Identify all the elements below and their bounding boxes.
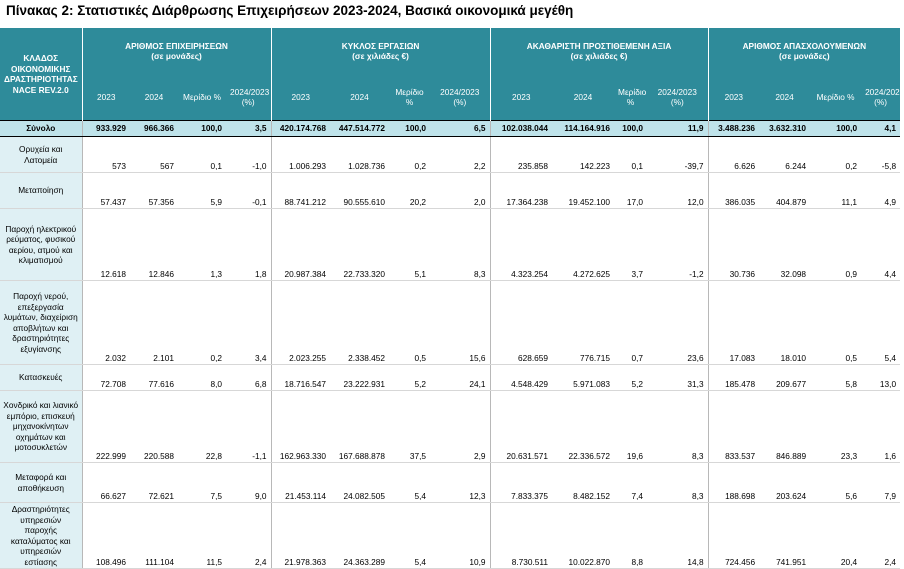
table-row — [0, 137, 900, 173]
table-cell: 0,1 — [178, 137, 226, 173]
table-cell: 4,4 — [861, 209, 900, 281]
sector-label: Σύνολο — [0, 121, 82, 137]
table-cell: -1,1 — [226, 391, 271, 463]
sector-column-header: ΚΛΑΔΟΣ ΟΙΚΟΝΟΜΙΚΗΣ ΔΡΑΣΤΗΡΙΟΤΗΤΑΣ NACE REV.2.0 — [0, 28, 82, 121]
table-cell: 142.223 — [552, 137, 614, 173]
table-cell: 573 — [82, 137, 130, 173]
table-cell: 5,4 — [389, 463, 430, 503]
total-cell: 3,5 — [226, 121, 271, 137]
table-cell: 2.101 — [130, 281, 178, 365]
subheader-share-percent: Μερίδιο % — [810, 74, 861, 121]
table-cell: 4,9 — [861, 173, 900, 209]
table-cell: 5,2 — [389, 365, 430, 391]
table-cell: 17.364.238 — [490, 173, 552, 209]
table-cell: -0,1 — [226, 173, 271, 209]
table-title: Πίνακας 2: Στατιστικές Διάρθρωσης Επιχειρήσεων 2023-2024, Βασικά οικονομικά μεγέθη — [6, 3, 574, 18]
table-cell: 5,8 — [810, 365, 861, 391]
sector-label: Παροχή νερού, επεξεργασία λυμάτων, διαχείριση αποβλήτων και δραστηριότητες εξυγίανσης — [0, 281, 82, 365]
table-cell: 12.846 — [130, 209, 178, 281]
table-cell: 404.879 — [759, 173, 810, 209]
table-cell: 2,2 — [430, 137, 490, 173]
table-cell: 19.452.100 — [552, 173, 614, 209]
group-header-turnover: ΚΥΚΛΟΣ ΕΡΓΑΣΙΩΝ (σε χιλιάδες €) — [271, 28, 490, 74]
table-cell: 386.035 — [708, 173, 759, 209]
table-cell: -39,7 — [647, 137, 708, 173]
total-cell: 6,5 — [430, 121, 490, 137]
table-cell: 2,9 — [430, 391, 490, 463]
sector-label: Παροχή ηλεκτρικού ρεύματος, φυσικού αερίου, ατμού και κλιματισμού — [0, 209, 82, 281]
table-cell: 23,3 — [810, 391, 861, 463]
total-cell: 100,0 — [178, 121, 226, 137]
table-cell: 162.963.330 — [271, 391, 330, 463]
table-cell: 7,5 — [178, 463, 226, 503]
total-cell: 933.929 — [82, 121, 130, 137]
group-header-employees: ΑΡΙΘΜΟΣ ΑΠΑΣΧΟΛΟΥΜΕΝΩΝ (σε μονάδες) — [708, 28, 900, 74]
subheader-year-2023: 2023 — [708, 74, 759, 121]
table-cell: 32.098 — [759, 209, 810, 281]
subheader-year-2024: 2024 — [130, 74, 178, 121]
table-cell: 19,6 — [614, 391, 647, 463]
table-cell: 57.356 — [130, 173, 178, 209]
table-row — [0, 463, 900, 503]
table-cell: 235.858 — [490, 137, 552, 173]
subheader-change-percent: 2024/2023 (%) — [430, 74, 490, 121]
subheader-year-2023: 2023 — [82, 74, 130, 121]
table-cell: 18.716.547 — [271, 365, 330, 391]
table-row — [0, 209, 900, 281]
table-cell: 0,2 — [178, 281, 226, 365]
table-cell: 0,2 — [389, 137, 430, 173]
table-cell: 188.698 — [708, 463, 759, 503]
table-cell: 12.618 — [82, 209, 130, 281]
table-cell: 20,4 — [810, 503, 861, 569]
table-cell: 17,0 — [614, 173, 647, 209]
table-cell: 567 — [130, 137, 178, 173]
table-cell: 4.548.429 — [490, 365, 552, 391]
table-cell: 5.971.083 — [552, 365, 614, 391]
table-cell: 5,4 — [389, 503, 430, 569]
table-cell: 21.453.114 — [271, 463, 330, 503]
table-cell: 77.616 — [130, 365, 178, 391]
table-cell: 7,4 — [614, 463, 647, 503]
table-cell: 1.006.293 — [271, 137, 330, 173]
table-cell: 13,0 — [861, 365, 900, 391]
table-cell: 6,8 — [226, 365, 271, 391]
table-cell: 185.478 — [708, 365, 759, 391]
table-cell: -5,8 — [861, 137, 900, 173]
table-cell: 22,8 — [178, 391, 226, 463]
table-cell: 30.736 — [708, 209, 759, 281]
subheader-change-percent: 2024/2023 (%) — [226, 74, 271, 121]
total-cell: 966.366 — [130, 121, 178, 137]
table-cell: 833.537 — [708, 391, 759, 463]
table-cell: 6.244 — [759, 137, 810, 173]
table-cell: 741.951 — [759, 503, 810, 569]
subheader-change-percent: 2024/2023 (%) — [647, 74, 708, 121]
table-cell: 7,9 — [861, 463, 900, 503]
table-cell: 8,3 — [647, 391, 708, 463]
table-cell: 57.437 — [82, 173, 130, 209]
total-cell: 447.514.772 — [330, 121, 389, 137]
table-cell: 14,8 — [647, 503, 708, 569]
table-cell: 66.627 — [82, 463, 130, 503]
table-cell: 4.323.254 — [490, 209, 552, 281]
table-cell: 628.659 — [490, 281, 552, 365]
table-cell: 12,0 — [647, 173, 708, 209]
table-cell: 10,9 — [430, 503, 490, 569]
table-cell: 37,5 — [389, 391, 430, 463]
table-cell: 4.272.625 — [552, 209, 614, 281]
table-cell: 20.631.571 — [490, 391, 552, 463]
table-cell: 5,6 — [810, 463, 861, 503]
table-cell: 108.496 — [82, 503, 130, 569]
table-cell: 31,3 — [647, 365, 708, 391]
group-header-enterprises: ΑΡΙΘΜΟΣ ΕΠΙΧΕΙΡΗΣΕΩΝ (σε μονάδες) — [82, 28, 271, 74]
table-cell: 3,4 — [226, 281, 271, 365]
table-cell: 0,9 — [810, 209, 861, 281]
table-cell: 2.032 — [82, 281, 130, 365]
table-cell: 776.715 — [552, 281, 614, 365]
table-cell: 220.588 — [130, 391, 178, 463]
table-cell: 1,6 — [861, 391, 900, 463]
table-cell: 23,6 — [647, 281, 708, 365]
table-cell: -1,2 — [647, 209, 708, 281]
subheader-share-percent: Μερίδιο % — [178, 74, 226, 121]
table-cell: 0,1 — [614, 137, 647, 173]
table-cell: -1,0 — [226, 137, 271, 173]
total-cell: 3.488.236 — [708, 121, 759, 137]
sector-label: Δραστηριότητες υπηρεσιών παροχής καταλύματος και υπηρεσιών εστίασης — [0, 503, 82, 569]
table-cell: 88.741.212 — [271, 173, 330, 209]
table-cell: 8,3 — [647, 463, 708, 503]
header-row-groups — [0, 28, 900, 74]
table-row — [0, 503, 900, 569]
total-cell: 100,0 — [614, 121, 647, 137]
table-cell: 2,0 — [430, 173, 490, 209]
subheader-change-percent: 2024/2023 (%) — [861, 74, 900, 121]
table-cell: 24,1 — [430, 365, 490, 391]
table-cell: 2.338.452 — [330, 281, 389, 365]
table-cell: 0,2 — [810, 137, 861, 173]
sector-label: Μεταφορά και αποθήκευση — [0, 463, 82, 503]
total-cell: 100,0 — [810, 121, 861, 137]
table-cell: 17.083 — [708, 281, 759, 365]
table-cell: 20,2 — [389, 173, 430, 209]
table-cell: 11,1 — [810, 173, 861, 209]
subheader-year-2024: 2024 — [330, 74, 389, 121]
table-cell: 72.621 — [130, 463, 178, 503]
table-cell: 5,2 — [614, 365, 647, 391]
table-cell: 24.363.289 — [330, 503, 389, 569]
table-cell: 846.889 — [759, 391, 810, 463]
table-cell: 22.733.320 — [330, 209, 389, 281]
table-cell: 8.482.152 — [552, 463, 614, 503]
total-cell: 4,1 — [861, 121, 900, 137]
table-cell: 8,8 — [614, 503, 647, 569]
table-cell: 22.336.572 — [552, 391, 614, 463]
table-cell: 1,8 — [226, 209, 271, 281]
table-cell: 15,6 — [430, 281, 490, 365]
table-cell: 724.456 — [708, 503, 759, 569]
sector-label: Ορυχεία και Λατομεία — [0, 137, 82, 173]
group-header-gross-value-added: ΑΚΑΘΑΡΙΣΤΗ ΠΡΟΣΤΙΘΕΜΕΝΗ ΑΞΙΑ (σε χιλιάδες €) — [490, 28, 708, 74]
table-cell: 0,7 — [614, 281, 647, 365]
table-cell: 167.688.878 — [330, 391, 389, 463]
table-cell: 5,9 — [178, 173, 226, 209]
table-cell: 6.626 — [708, 137, 759, 173]
sector-label: Μεταποίηση — [0, 173, 82, 209]
sector-label: Κατασκευές — [0, 365, 82, 391]
table-cell: 10.022.870 — [552, 503, 614, 569]
subheader-year-2024: 2024 — [552, 74, 614, 121]
table-cell: 24.082.505 — [330, 463, 389, 503]
table-cell: 11,5 — [178, 503, 226, 569]
statistics-table — [0, 28, 904, 569]
table-row — [0, 365, 900, 391]
table-row-total — [0, 121, 900, 137]
sector-label: Χονδρικό και λιανικό εμπόριο, επισκευή μηχανοκίνητων οχημάτων και μοτοσυκλετών — [0, 391, 82, 463]
header-row-subcolumns — [0, 74, 900, 121]
table-cell: 0,5 — [810, 281, 861, 365]
table-cell: 0,5 — [389, 281, 430, 365]
table-cell: 12,3 — [430, 463, 490, 503]
table-cell: 8.730.511 — [490, 503, 552, 569]
table-cell: 111.104 — [130, 503, 178, 569]
table-cell: 21.978.363 — [271, 503, 330, 569]
table-cell: 5,1 — [389, 209, 430, 281]
table-cell: 203.624 — [759, 463, 810, 503]
subheader-share-percent: Μερίδιο % — [614, 74, 647, 121]
table-cell: 8,3 — [430, 209, 490, 281]
total-cell: 102.038.044 — [490, 121, 552, 137]
table-cell: 2,4 — [226, 503, 271, 569]
subheader-share-percent: Μερίδιο % — [389, 74, 430, 121]
total-cell: 11,9 — [647, 121, 708, 137]
subheader-year-2023: 2023 — [490, 74, 552, 121]
table-cell: 1.028.736 — [330, 137, 389, 173]
table-cell: 18.010 — [759, 281, 810, 365]
total-cell: 3.632.310 — [759, 121, 810, 137]
table-cell: 5,4 — [861, 281, 900, 365]
table-cell: 8,0 — [178, 365, 226, 391]
total-cell: 114.164.916 — [552, 121, 614, 137]
table-cell: 20.987.384 — [271, 209, 330, 281]
table-cell: 2.023.255 — [271, 281, 330, 365]
table-cell: 72.708 — [82, 365, 130, 391]
table-row — [0, 281, 900, 365]
table-cell: 209.677 — [759, 365, 810, 391]
table-cell: 90.555.610 — [330, 173, 389, 209]
table-row — [0, 391, 900, 463]
table-cell: 23.222.931 — [330, 365, 389, 391]
table-cell: 3,7 — [614, 209, 647, 281]
table-cell: 222.999 — [82, 391, 130, 463]
subheader-year-2024: 2024 — [759, 74, 810, 121]
subheader-year-2023: 2023 — [271, 74, 330, 121]
table-cell: 9,0 — [226, 463, 271, 503]
table-cell: 7.833.375 — [490, 463, 552, 503]
total-cell: 100,0 — [389, 121, 430, 137]
table-cell: 2,4 — [861, 503, 900, 569]
total-cell: 420.174.768 — [271, 121, 330, 137]
table-cell: 1,3 — [178, 209, 226, 281]
table-row — [0, 173, 900, 209]
